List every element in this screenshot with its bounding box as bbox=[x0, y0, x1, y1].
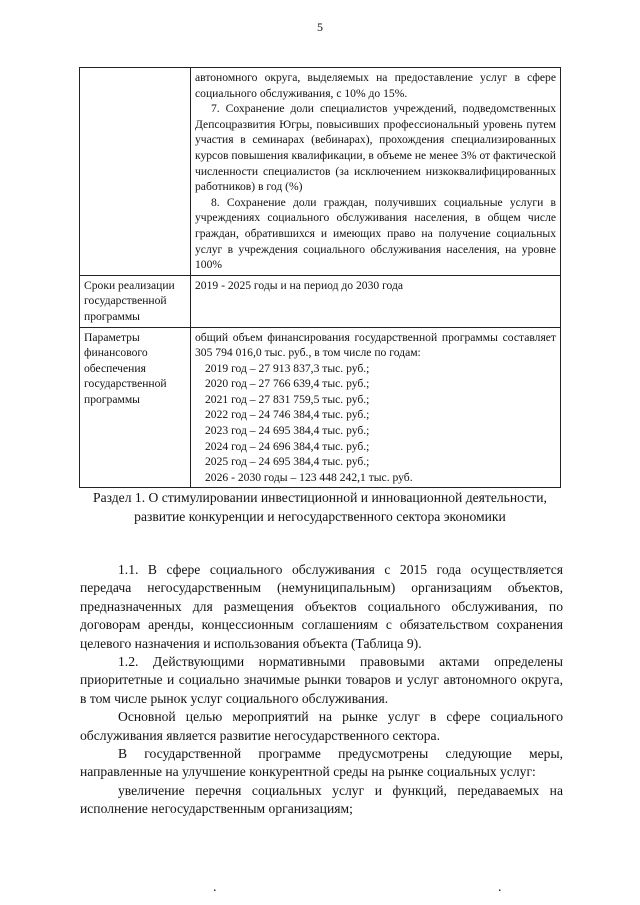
terms-label: Сроки реализации государственной программы bbox=[80, 275, 191, 327]
paragraph-measures: В государственной программе предусмотрены следующие меры, направленные на улучшение конкурентной среды на рынке социальных услуг: bbox=[80, 746, 563, 780]
finance-label: Параметры финансового обеспечения государственной программы bbox=[80, 327, 191, 488]
finance-year-2021: 2021 год – 27 831 759,5 тыс. руб.; bbox=[205, 392, 370, 406]
table-cell-finance bbox=[191, 327, 561, 488]
table-cell-empty bbox=[80, 68, 191, 276]
finance-year-2023: 2023 год – 24 695 384,4 тыс. руб.; bbox=[205, 424, 370, 438]
finance-year-2019: 2019 год – 27 913 837,3 тыс. руб.; bbox=[205, 361, 370, 375]
paragraph-goal: Основной целью мероприятий на рынке услуг в сфере социального обслуживания является развитие негосударственного сектора. bbox=[80, 709, 563, 743]
terms-value: 2019 - 2025 годы и на период до 2030 года bbox=[191, 275, 561, 327]
program-passport-table bbox=[79, 67, 561, 488]
table-row bbox=[80, 327, 561, 488]
paragraph-1-1: 1.1. В сфере социального обслуживания с 2015 года осуществляется передача негосударственным (немуниципальным) организациям объектов, предназначенных для размещения объектов социального обслуживания, по договорам аренды, концессионным соглашениям с обязательством сохранения целевого назначения и использования объекта (Таблица 9). bbox=[80, 562, 563, 651]
table-row bbox=[80, 68, 561, 276]
target-item-7: 7. Сохранение доли специалистов учреждений, подведомственных Депсоцразвития Югры, повысивших профессиональный уровень путем участия в семинарах (вебинарах), прохождения специализированных курсов повышения квалификации, в объеме не менее 3% от фактической численности специалистов (за исключением низкоквалифицированных работников) в год (%) bbox=[195, 102, 556, 194]
page-number: 5 bbox=[317, 20, 323, 34]
finance-year-2020: 2020 год – 27 766 639,4 тыс. руб.; bbox=[205, 377, 370, 391]
target-item-8: 8. Сохранение доли граждан, получивших социальные услуги в учреждениях социального обслуживания населения, в общем числе граждан, обратившихся и имеющих право на получение социальных услуг в учреждения социального обслуживания населения, на уровне 100% bbox=[195, 195, 556, 272]
scan-dot: . bbox=[498, 880, 502, 895]
finance-year-2022: 2022 год – 24 746 384,4 тыс. руб.; bbox=[205, 408, 370, 422]
target-continuation: автономного округа, выделяемых на предоставление услуг в сфере социального обслуживания, с 10% до 15%. bbox=[195, 71, 556, 100]
finance-year-2025: 2025 год – 24 695 384,4 тыс. руб.; bbox=[205, 455, 370, 469]
table-row bbox=[80, 275, 561, 327]
table-cell-targets bbox=[191, 68, 561, 276]
scan-dot: . bbox=[213, 880, 217, 895]
paragraph-measure-item: увеличение перечня социальных услуг и функций, передаваемых на исполнение негосударственным организациям; bbox=[80, 782, 563, 817]
finance-intro: общий объем финансирования государственной программы составляет 305 794 016,0 тыс. руб., в том числе по годам: bbox=[195, 330, 556, 360]
finance-year-2024: 2024 год – 24 696 384,4 тыс. руб.; bbox=[205, 439, 370, 453]
section-heading: Раздел 1. О стимулировании инвестиционной и инновационной деятельности, развитие конкуренции и негосударственного сектора экономики bbox=[93, 490, 547, 524]
body-text bbox=[80, 561, 563, 819]
paragraph-1-2: 1.2. Действующими нормативными правовыми актами определены приоритетные и социально значимые рынки товаров и услуг автономного округа, в том числе рынок услуг социального обслуживания. bbox=[80, 654, 563, 706]
finance-year-2026-2030: 2026 - 2030 годы – 123 448 242,1 тыс. руб. bbox=[205, 470, 413, 484]
